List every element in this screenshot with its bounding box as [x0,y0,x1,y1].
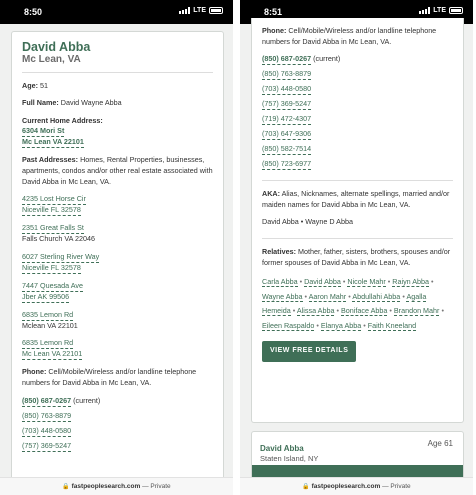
past-addresses-list [22,194,213,360]
past-address-link[interactable]: Niceville FL 32578 [22,205,81,215]
bullet: • [348,291,351,301]
phone-row [262,159,453,170]
past-address-item [22,310,213,332]
relative-link[interactable]: Nicole Mahr [347,277,386,287]
current-phone-row [262,54,453,65]
aka-label: AKA: [262,189,280,199]
person-location: Mc Lean, VA [22,54,81,65]
past-address-item [22,281,213,303]
aka-intro [262,189,453,210]
relatives-desc: Mother, father, sisters, brothers, spouses and/or former spouses of David Abba in Mc Lean, VA. [262,246,451,267]
network-type: LTE [433,7,446,14]
bullet: • [387,277,391,287]
url-text: fastpeoplesearch.com [311,483,381,490]
relative-link[interactable]: Abdullahi Abba [352,291,401,301]
divider [262,238,453,239]
relatives-intro [262,247,453,268]
battery-icon [449,7,463,14]
relative-link[interactable]: Elanya Abba [320,320,362,330]
status-indicators [179,7,223,14]
current-phone-link[interactable]: (850) 687-0267 [22,395,72,405]
bullet: • [292,306,296,316]
relative-link[interactable]: Brandon Mahr [393,306,440,316]
past-address-link[interactable]: 4235 Lost Horse Cir [22,194,86,204]
phone-link[interactable]: (703) 448-0580 [22,425,72,435]
url-bar[interactable] [0,477,233,495]
aka-desc: Alias, Nicknames, alternate spellings, married and/or maiden names for David Abba in Mc Lean, VA. [262,189,450,209]
lock-icon: 🔒 [302,484,310,490]
bullet: • [316,320,319,330]
status-bar [0,0,233,24]
phone-link[interactable]: (757) 369-5247 [22,440,72,450]
relatives-list [262,275,453,333]
current-address [22,116,213,149]
past-address-item [22,194,213,216]
bullet: • [299,277,303,287]
phone-link[interactable]: (719) 472-4307 [262,114,312,124]
phone-label: Phone: [22,367,47,377]
past-address-item [22,252,213,274]
phone-row [262,129,453,140]
phone-row [262,69,453,80]
current-tag: (current) [73,395,101,405]
phone-link[interactable]: (850) 763-8879 [262,69,312,79]
past-address-link[interactable]: 7447 Quesada Ave [22,280,84,290]
current-tag: (current) [313,54,341,64]
past-address-link[interactable]: Jber AK 99506 [22,291,70,301]
phone-row [262,99,453,110]
past-address-item [22,223,213,245]
screen-divider [233,0,240,495]
phone-list [22,396,213,452]
signal-icon [179,7,190,14]
bullet: • [336,306,339,316]
phone-intro [22,367,213,388]
signal-icon [419,7,430,14]
phone-intro [262,26,453,47]
result-action-bar[interactable] [252,465,463,477]
phone-link[interactable]: (850) 723-6977 [262,159,312,169]
left-phone-screen [0,0,233,495]
status-indicators [419,7,463,14]
phone-link[interactable]: (850) 763-8879 [22,410,72,420]
relatives-label: Relatives: [262,246,296,256]
fullname-row [22,98,213,109]
network-type: LTE [193,7,206,14]
phone-row [22,411,213,422]
past-addresses-intro [22,155,213,187]
relative-link[interactable]: Wayne Abba [262,291,303,301]
phone-row [22,426,213,437]
current-phone-link[interactable]: (850) 687-0267 [262,54,312,64]
past-address-link[interactable]: 6835 Lemon Rd [22,309,74,319]
url-text: fastpeoplesearch.com [71,483,141,490]
past-address-text: Falls Church VA 22046 [22,234,95,244]
bullet: • [431,277,434,287]
relative-link[interactable]: Agalla Hemeida [262,291,427,316]
clock: 8:50 [24,7,43,17]
phone-link[interactable]: (850) 582-7514 [262,144,312,154]
past-address-link[interactable]: 6027 Sterling River Way [22,251,100,261]
person-card [11,31,224,491]
fullname-value: David Wayne Abba [60,98,122,108]
relative-link[interactable]: Eileen Raspaldo [262,320,315,330]
age-value: 51 [39,80,48,90]
phone-row [262,144,453,155]
divider [262,180,453,181]
bullet: • [441,306,444,316]
relative-link[interactable]: David Abba [304,277,341,287]
result-city: Staten Island, NY [260,454,319,463]
private-label: — Private [382,483,411,490]
clock: 8:51 [264,7,283,17]
url-bar[interactable] [240,477,473,495]
current-address-label: Current Home Address: [22,115,103,125]
right-phone-screen [240,0,473,495]
relative-link[interactable]: Boniface Abba [341,306,388,316]
current-address-link-line1[interactable]: 6304 Mori St [22,126,65,136]
relative-link[interactable]: Carla Abba [262,277,298,287]
current-address-link-line2[interactable]: Mc Lean VA 22101 [22,137,84,147]
past-address-item [22,338,213,360]
past-address-link[interactable]: Mc Lean VA 22101 [22,349,83,359]
result-name[interactable]: David Abba [260,444,304,453]
private-label: — Private [142,483,171,490]
phone-row [22,441,213,452]
relative-link[interactable]: Alissa Abba [296,306,335,316]
relative-link[interactable]: Aaron Mahr [308,291,347,301]
bullet: • [402,291,405,301]
age-label: Age: [22,80,38,90]
past-address-link[interactable]: Niceville FL 32578 [22,262,81,272]
bullet: • [342,277,346,287]
phone-desc: Cell/Mobile/Wireless and/or landline telephone numbers for David Abba in Mc Lean, VA. [22,367,197,387]
past-addresses-label: Past Addresses: [22,155,79,165]
aka-names: David Abba • Wayne D Abba [262,217,353,227]
past-addresses-desc: Homes, Rental Properties, businesses, apartments, condos and/or other real estate associated with David Abba in Mc Lean, VA. [22,155,213,186]
phone-label: Phone: [262,26,287,35]
age-row [22,81,213,92]
past-address-text: Mclean VA 22101 [22,320,78,330]
bullet: • [389,306,392,316]
battery-icon [209,7,223,14]
lock-icon: 🔒 [62,484,70,490]
past-address-link[interactable]: 6835 Lemon Rd [22,338,74,348]
phone-link[interactable]: (703) 647-9306 [262,129,312,139]
relative-link[interactable]: Faith Kneeland [367,320,417,330]
past-address-link[interactable]: 2351 Great Falls St [22,223,84,233]
phone-list [262,54,453,170]
bullet: • [304,291,308,301]
person-name: David Abba [22,40,91,54]
person-card-continued [251,18,464,423]
phone-link[interactable]: (757) 369-5247 [262,99,312,109]
fullname-label: Full Name: [22,98,59,108]
result-age: Age 61 [427,439,453,448]
phone-desc: Cell/Mobile/Wireless and/or landline telephone numbers for David Abba in Mc Lean, VA. [262,26,437,46]
phone-link[interactable]: (703) 448-0580 [262,84,312,94]
current-phone-row [22,396,213,407]
relative-link[interactable]: Raiyn Abba [392,277,430,287]
phone-row [262,114,453,125]
divider [22,72,213,73]
view-free-details-button[interactable]: VIEW FREE DETAILS [262,341,356,362]
bullet: • [363,320,366,330]
phone-row [262,84,453,95]
